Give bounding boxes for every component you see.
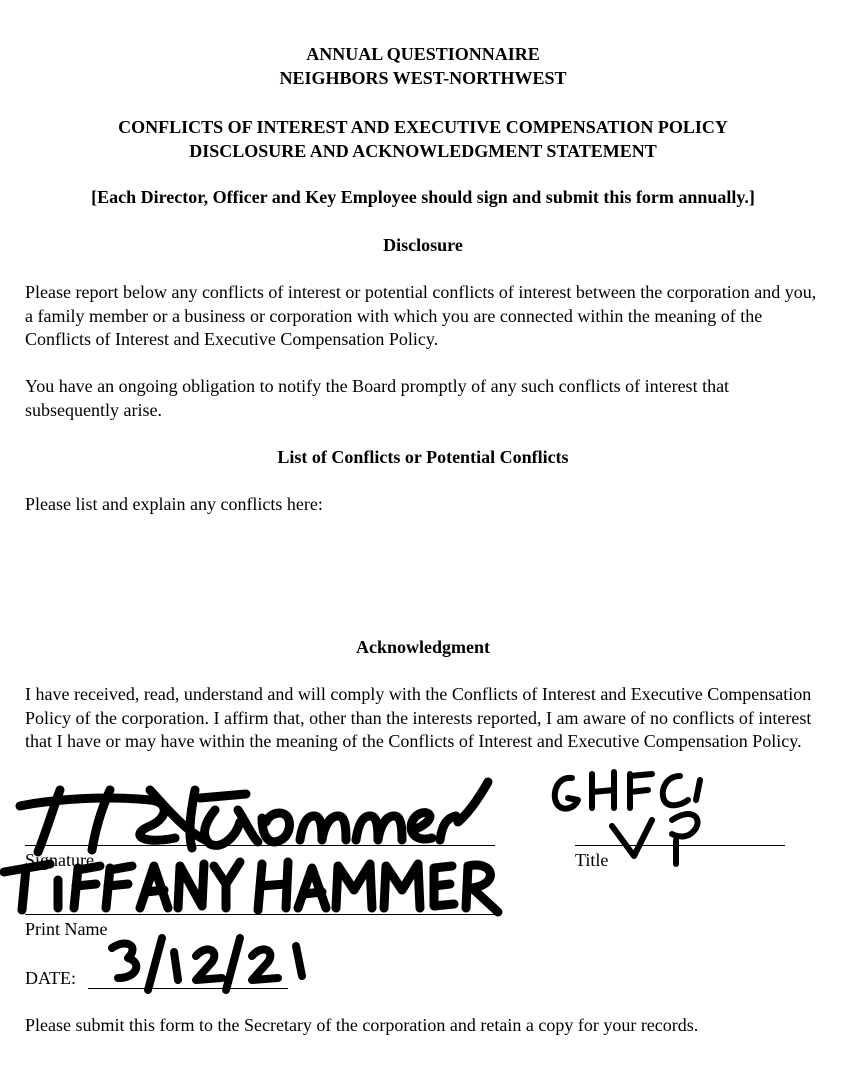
organization-name: NEIGHBORS WEST-NORTHWEST [279,68,567,88]
handwritten-signature [20,782,488,852]
signing-instruction: [Each Director, Officer and Key Employee should sign and submit this form annually.] [91,187,755,207]
signature-line[interactable] [25,845,495,846]
handwritten-date [112,938,302,990]
conflicts-entry-area[interactable] [25,522,815,627]
acknowledgment-heading: Acknowledgment [356,637,490,657]
document-title: ANNUAL QUESTIONNAIRE [306,44,540,64]
signature-label: Signature [25,850,94,870]
submission-note: Please submit this form to the Secretary of the corporation and retain a copy for your records. [25,1015,699,1035]
policy-title: CONFLICTS OF INTEREST AND EXECUTIVE COMPENSATION POLICY [118,117,728,137]
acknowledgment-paragraph: I have received, read, understand and will comply with the Conflicts of Interest and Executive Compensation Policy of the corporation. I affirm that, other than the interests reported, I am aware of no conflicts of interest that I have or may have within the meaning of the Conflicts of Interest and Executive Compensation Policy. [25,684,812,751]
date-line[interactable] [88,988,288,989]
date-label: DATE: [25,968,76,988]
title-label: Title [575,850,609,870]
print-name-label: Print Name [25,919,108,939]
print-name-line[interactable] [25,914,495,915]
obligation-paragraph: You have an ongoing obligation to notify the Board promptly of any such conflicts of interest that subsequently arise. [25,376,730,420]
title-line[interactable] [575,845,785,846]
conflicts-prompt: Please list and explain any conflicts here: [25,494,323,514]
statement-title: DISCLOSURE AND ACKNOWLEDGMENT STATEMENT [189,141,657,161]
disclosure-heading: Disclosure [383,235,463,255]
disclosure-paragraph: Please report below any conflicts of interest or potential conflicts of interest between the corporation and you, a family member or a business or corporation with which you are connected within the meaning of the Conflicts of Interest and Executive Compensation Policy. [25,282,817,349]
conflicts-heading: List of Conflicts or Potential Conflicts [277,447,569,467]
